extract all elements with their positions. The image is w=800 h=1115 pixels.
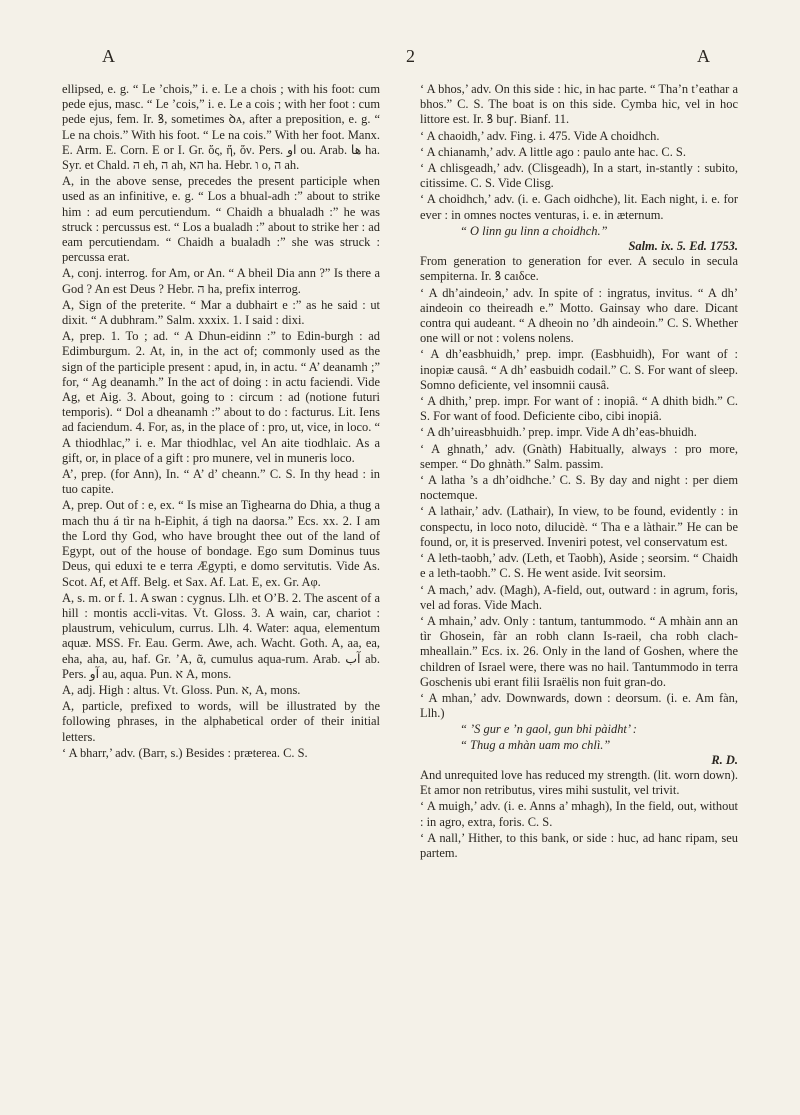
entry: A, particle, prefixed to words, will be illustrated by the following phrases, in the alphabetical order of their initial letters. — [62, 699, 380, 744]
page-header — [62, 40, 754, 70]
entry: ‘ A chaoidh,’ adv. Fing. i. 475. Vide A choidhch. — [420, 128, 660, 143]
entry: From generation to generation for ever. A seculo in secula sempiterna. Ir. ꝸ caıδce. — [420, 254, 738, 284]
entry: A, s. m. or f. 1. A swan : cygnus. Llh. et O’B. 2. The ascent of a hill : montis accli-vitas. Vt. Gloss. 3. A wain, car, chariot : plaustrum, vehiculum, currus. Llh. 4. Water: aqua, elementum aquæ. MSS. Fr. Eau. Germ. Awe, ach. Wacht. Goth. A, aa, ea, eha, aha, au, haf. Gr. ’A, ᾶ, cumulus aqua-rum. Arab. ﺁﺏ ab. Pers. ﺁﻭ au, aqua. Pun. א A, mons. — [62, 590, 380, 681]
citation: Salm. ix. 5. Ed. 1753. — [628, 239, 738, 254]
header-left-letter: A — [102, 46, 115, 66]
entry: ‘ A mhan,’ adv. Downwards, down : deorsum. (i. e. Am fàn, Llh.) — [420, 690, 738, 721]
entry: A’, prep. (for Ann), In. “ A’ d’ cheann.” C. S. In thy head : in tuo capite. — [62, 467, 380, 497]
left-column — [62, 82, 380, 762]
entry: A, in the above sense, precedes the present participle when used as an infinitive, e. g. “ Los a bhual-adh :” about to strike him : ad eum percutiendum. “ Chaidh a bhualadh :” he was struck : percussus est. “ Los a bualadh :” about to strike her : ad eam percutiendam. “ Chaidh a bualadh :” she was struck : percussa erat. — [62, 174, 380, 265]
entry: A, conj. interrog. for Am, or An. “ A bheil Dia ann ?” Is there a God ? An est Deus ? Hebr. ה ha, prefix interrog. — [62, 266, 380, 296]
entry: A, Sign of the preterite. “ Mar a dubhairt e :” as he said : ut dixit. “ A dubhram.” Salm. xxxix. 1. I said : dixi. — [62, 297, 380, 328]
entry: A, prep. Out of : e, ex. “ Is mise an Tighearna do Dhia, a thug a mach thu á tìr na h-Eiphit, á tigh na daorsa.” Ecs. xx. 2. I am the Lord thy God, who have brought thee out of the land of Egypt, out of the house of bondage. Ego sum Dominus tuus Deus, qui eduxi te e terra Ægypti, e domo servitutis. Vide As. Scot. Af, et Aff. Belg. et Sax. Af. Lat. E, ex. Gr. Aφ. — [62, 498, 380, 589]
signature: R. D. — [711, 752, 738, 767]
page-number: 2 — [406, 46, 415, 66]
entry: ‘ A choidhch,’ adv. (i. e. Gach oidhche), lit. Each night, i. e. for ever : in omnes noctes venturas, i. e. in æternum. — [420, 192, 738, 222]
entry: ‘ A mach,’ adv. (Magh), A-field, out, outward : in agrum, foris, vel ad foras. Vide Mach. — [420, 582, 738, 612]
entry: ‘ A dh’uireasbhuidh.’ prep. impr. Vide A dh’eas-bhuidh. — [420, 425, 697, 440]
entry: ‘ A mhain,’ adv. Only : tantum, tantummodo. “ A mhàin ann an tìr Ghosein, fàr an robh clann Is-raeil, cha robh clach-mheallain.” Ecs. ix. 26. Only in the land of Goshen, where the children of Israel were, there was no hail. Tantummodo in terra Goschenis ubi erant filii Israëlis non fuit gran-do. — [420, 613, 738, 689]
entry: ‘ A bhos,’ adv. On this side : hic, in hac parte. “ Tha’n t’eathar a bhos.” C. S. The boat is on this side. Cymba hic, vel in hoc littore est. Ir. ꝸ buꞅ. Bianf. 11. — [420, 82, 738, 127]
entry: ‘ A lathair,’ adv. (Lathair), In view, to be found, evidently : in conspectu, in loco noto, dilucidè. “ Tha e a làthair.” He can be found, or, it is preserved. Inveniri potest, vel conservatum est. — [420, 504, 738, 549]
entry: ‘ A chlisgeadh,’ adv. (Clisgeadh), In a start, in-stantly : subito, citissime. C. S. Vide Clisg. — [420, 161, 738, 191]
verse-line: “ ’S gur e ’n gaol, gun bhi pàidht’ : — [460, 722, 637, 737]
entry: ‘ A bharr,’ adv. (Barr, s.) Besides : præterea. C. S. — [62, 745, 308, 760]
entry: A, prep. 1. To ; ad. “ A Dhun-eidinn :” to Edin-burgh : ad Edimburgum. 2. At, in, in the act of; commonly used as the sign of the participle present : apud, in, in actu. “ A’ deanamh ;” for, “ Ag deanamh.” In the act of doing : in actu faciendi. Vide Ag, et Aig. 3. About, going to : circum : ad (notione futuri temporis). “ Dol a dheanamh :” about to do : facturus. Lit. Iens ad faciendum. 4. For, as, in the place of : pro, ut, vice, in loco. “ A thiodhlac,” i. e. Mar thiodhlac, vel An aite tiodhlaic. As a gift, or, in place of a gift : pro munere, vel in muneris loco. — [62, 329, 380, 465]
header-right-letter: A — [697, 46, 710, 66]
entry: ‘ A dh’easbhuidh,’ prep. impr. (Easbhuidh), For want of : inopiæ causâ. “ A dh’ easbuidh codail.” C. S. For want of sleep. Somno deficiente, vel insomnii causâ. — [420, 347, 738, 392]
verse-line: “ Thug a mhàn uam mo chlì.” — [460, 737, 611, 752]
entry: ‘ A ghnath,’ adv. (Gnàth) Habitually, always : pro more, semper. “ Do ghnàth.” Salm. passim. — [420, 441, 738, 471]
entry: ‘ A muigh,’ adv. (i. e. Anns a’ mhagh), In the field, out, without : in agro, extra, foris. C. S. — [420, 799, 738, 829]
entry: ‘ A dh’aindeoin,’ adv. In spite of : ingratus, invitus. “ A dh’ aindeoin co theireadh e.” Motto. Gainsay who dare. Dicant contra qui audeant. “ A dheoin no ’dh aindeoin.” C. S. Whether one will or not : volens nolens. — [420, 285, 738, 346]
entry: ‘ A nall,’ Hither, to this bank, or side : huc, ad hanc ripam, seu partem. — [420, 830, 738, 860]
entry: ‘ A leth-taobh,’ adv. (Leth, et Taobh), Aside ; seorsim. “ Chaidh e a leth-taobh.” C. S. He went aside. Ivit seorsim. — [420, 551, 738, 581]
entry: ellipsed, e. g. “ Le ’chois,” i. e. Le a chois ; with his foot: cum pede ejus, masc. “ Le ’cois,” i. e. Le a cois ; with her foot : cum pede ejus, fem. Ir. ꝸ, sometimes ꝺᴀ, after a preposition, e. g. “ Le na chois.” With his foot. “ Le na cois.” With her foot. Manx. E. Arm. E. Corn. E or I. Gr. ὅς, ἥ, ὅν. Pers. ﺍﻭ ou. Arab. ﻫﺎ ha. Syr. et Chald. ה eh, ה ah, הא ha. Hebr. ו o, ה ah. — [62, 82, 380, 173]
entry: And unrequited love has reduced my strength. (lit. worn down). Et amor non retributus, vires mihi sustulit, vel trivit. — [420, 767, 738, 798]
entry: ‘ A chianamh,’ adv. A little ago : paulo ante hac. C. S. — [420, 144, 686, 159]
right-column — [420, 82, 738, 862]
entry: ‘ A latha ’s a dh’oidhche.’ C. S. By day and night : per diem noctemque. — [420, 473, 738, 503]
entry: A, adj. High : altus. Vt. Gloss. Pun. א, A, mons. — [62, 682, 301, 697]
verse-line: “ O linn gu linn a choidhch.” — [460, 223, 608, 238]
entry: ‘ A dhith,’ prep. impr. For want of : inopiâ. “ A dhith bidh.” C. S. For want of food. Deficiente cibo, cibi inopiâ. — [420, 394, 738, 424]
